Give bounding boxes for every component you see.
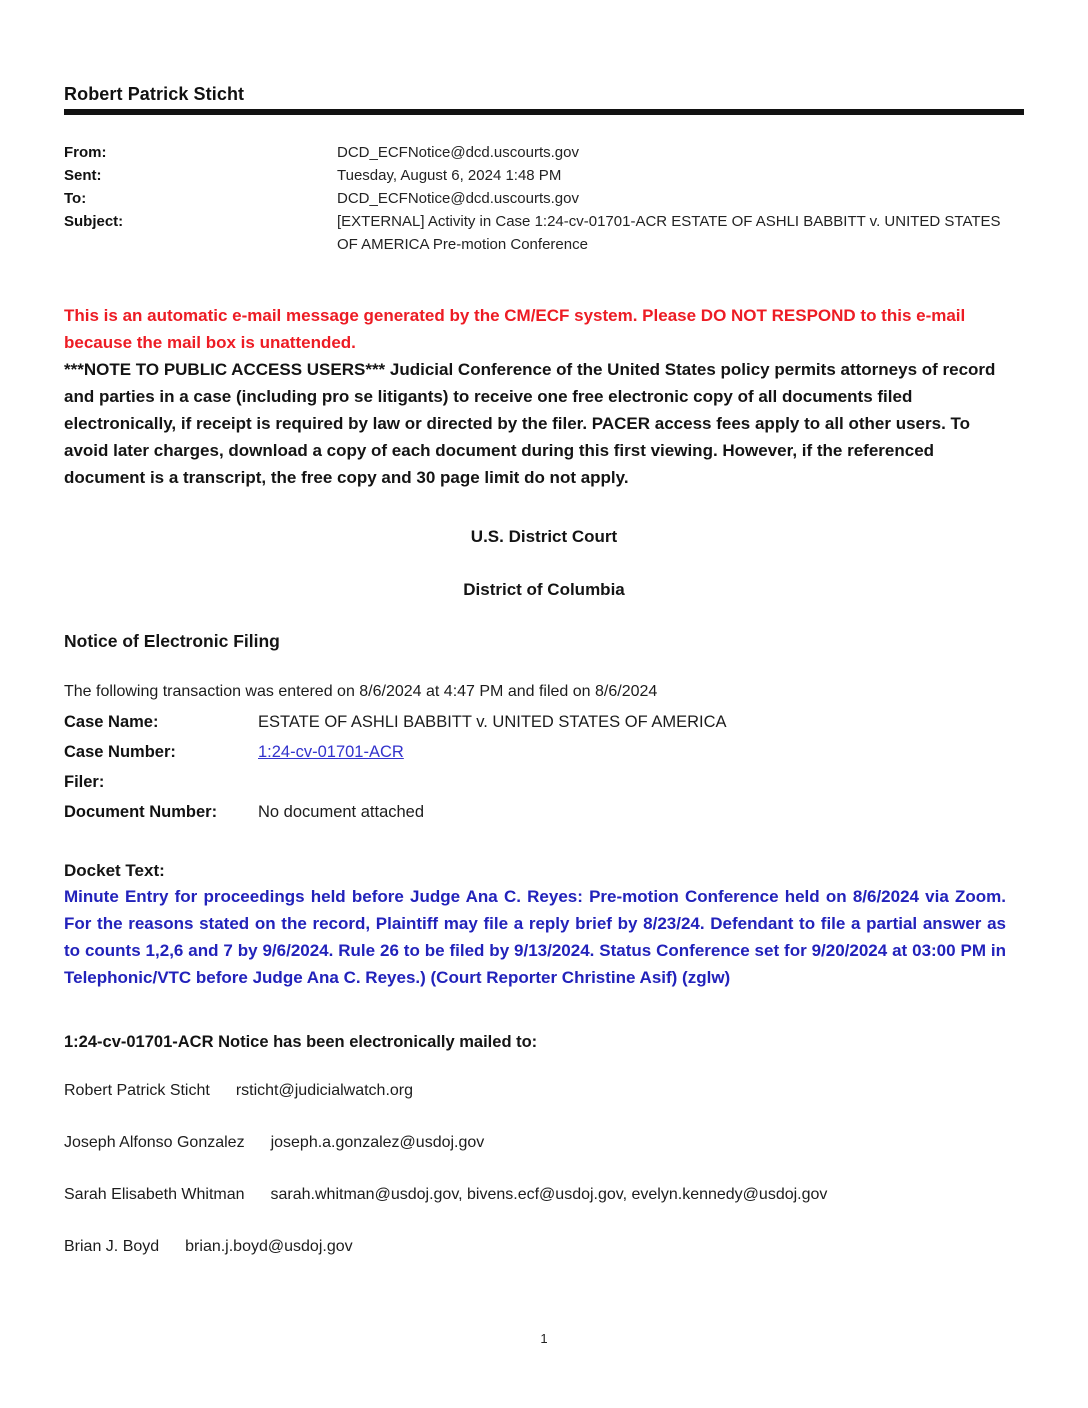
court-district-heading: District of Columbia bbox=[463, 580, 625, 599]
cmecf-warning-text: This is an automatic e-mail message generated by the CM/ECF system. Please DO NOT RESPOND to this e-mail because the mail box is unattended. bbox=[64, 306, 966, 352]
case-fields-block bbox=[64, 707, 1024, 827]
docket-text-body: Minute Entry for proceedings held before Judge Ana C. Reyes: Pre-motion Conference held on 8/6/2024 via Zoom. For the reasons stated on the record, Plaintiff may file a reply brief by 8/23/24. Defendant to file a partial answer as to counts 1,2,6 and 7 by 9/6/2024. Rule 26 to be filed by 9/13/2024. Status Conference set for 9/20/2024 at 03:00 PM in Telephonic/VTC before Judge Ana C. Reyes.) (Court Reporter Christine Asif) (zglw) bbox=[64, 887, 1006, 987]
email-header-block bbox=[64, 141, 1024, 256]
to-value: DCD_ECFNotice@dcd.uscourts.gov bbox=[337, 190, 579, 207]
filer-value bbox=[258, 767, 1024, 797]
case-name-label: Case Name: bbox=[64, 713, 159, 731]
filer-row bbox=[64, 767, 1024, 797]
page-number: 1 bbox=[540, 1331, 548, 1346]
document-number-label: Document Number: bbox=[64, 803, 218, 821]
recipient-row bbox=[64, 1156, 1006, 1208]
email-header-row-subject bbox=[64, 210, 1024, 256]
to-label: To: bbox=[64, 190, 87, 207]
court-name-heading: U.S. District Court bbox=[470, 527, 618, 546]
mailed-to-heading: 1:24-cv-01701-ACR Notice has been electronically mailed to: bbox=[64, 1033, 538, 1051]
subject-value: [EXTERNAL] Activity in Case 1:24-cv-01701-ACR ESTATE OF ASHLI BABBITT v. UNITED STATES OF AMERICA Pre-motion Conference bbox=[337, 213, 1001, 253]
subject-label: Subject: bbox=[64, 213, 124, 230]
sent-value: Tuesday, August 6, 2024 1:48 PM bbox=[337, 167, 562, 184]
recipient-emails: joseph.a.gonzalez@usdoj.gov bbox=[270, 1134, 485, 1151]
document-number-value: No document attached bbox=[258, 803, 425, 821]
recipient-row bbox=[64, 1208, 1006, 1260]
email-header-row-sent bbox=[64, 164, 1024, 187]
recipient-emails: sarah.whitman@usdoj.gov, bivens.ecf@usdoj.gov, evelyn.kennedy@usdoj.gov bbox=[270, 1186, 828, 1203]
recipient-name: Robert Patrick Sticht bbox=[64, 1082, 210, 1099]
email-header-row-to bbox=[64, 187, 1024, 210]
recipient-name: Joseph Alfonso Gonzalez bbox=[64, 1134, 245, 1151]
header-divider-rule bbox=[64, 109, 1024, 115]
case-name-row bbox=[64, 707, 1024, 737]
public-access-note: ***NOTE TO PUBLIC ACCESS USERS*** Judicial Conference of the United States policy permits attorneys of record and parties in a case (including pro se litigants) to receive one free electronic copy of all documents filed electronically, if receipt is required by law or directed by the filer. PACER access fees apply to all other users. To avoid later charges, download a copy of each document during this first viewing. However, if the referenced document is a transcript, the free copy and 30 page limit do not apply. bbox=[64, 360, 996, 487]
recipient-row bbox=[64, 1052, 1006, 1104]
sent-label: Sent: bbox=[64, 167, 102, 184]
filer-label: Filer: bbox=[64, 773, 105, 791]
from-label: From: bbox=[64, 144, 107, 161]
case-number-row bbox=[64, 737, 1024, 767]
docket-text-heading: Docket Text: bbox=[64, 861, 165, 880]
document-number-row bbox=[64, 797, 1024, 827]
system-notice-block bbox=[64, 302, 1006, 491]
notice-of-electronic-filing-heading: Notice of Electronic Filing bbox=[64, 631, 280, 651]
case-number-link[interactable]: 1:24-cv-01701-ACR bbox=[258, 743, 404, 761]
recipient-row bbox=[64, 1104, 1006, 1156]
email-header-row-from bbox=[64, 141, 1024, 164]
printout-owner-name: Robert Patrick Sticht bbox=[64, 84, 245, 104]
case-number-label: Case Number: bbox=[64, 743, 176, 761]
recipient-emails: rsticht@judicialwatch.org bbox=[235, 1082, 414, 1099]
recipient-emails: brian.j.boyd@usdoj.gov bbox=[185, 1238, 353, 1255]
from-value: DCD_ECFNotice@dcd.uscourts.gov bbox=[337, 144, 579, 161]
recipient-name: Brian J. Boyd bbox=[64, 1238, 160, 1255]
transaction-entered-line: The following transaction was entered on 8/6/2024 at 4:47 PM and filed on 8/6/2024 bbox=[64, 683, 658, 700]
recipient-name: Sarah Elisabeth Whitman bbox=[64, 1186, 245, 1203]
case-name-value: ESTATE OF ASHLI BABBITT v. UNITED STATES OF AMERICA bbox=[258, 713, 727, 731]
